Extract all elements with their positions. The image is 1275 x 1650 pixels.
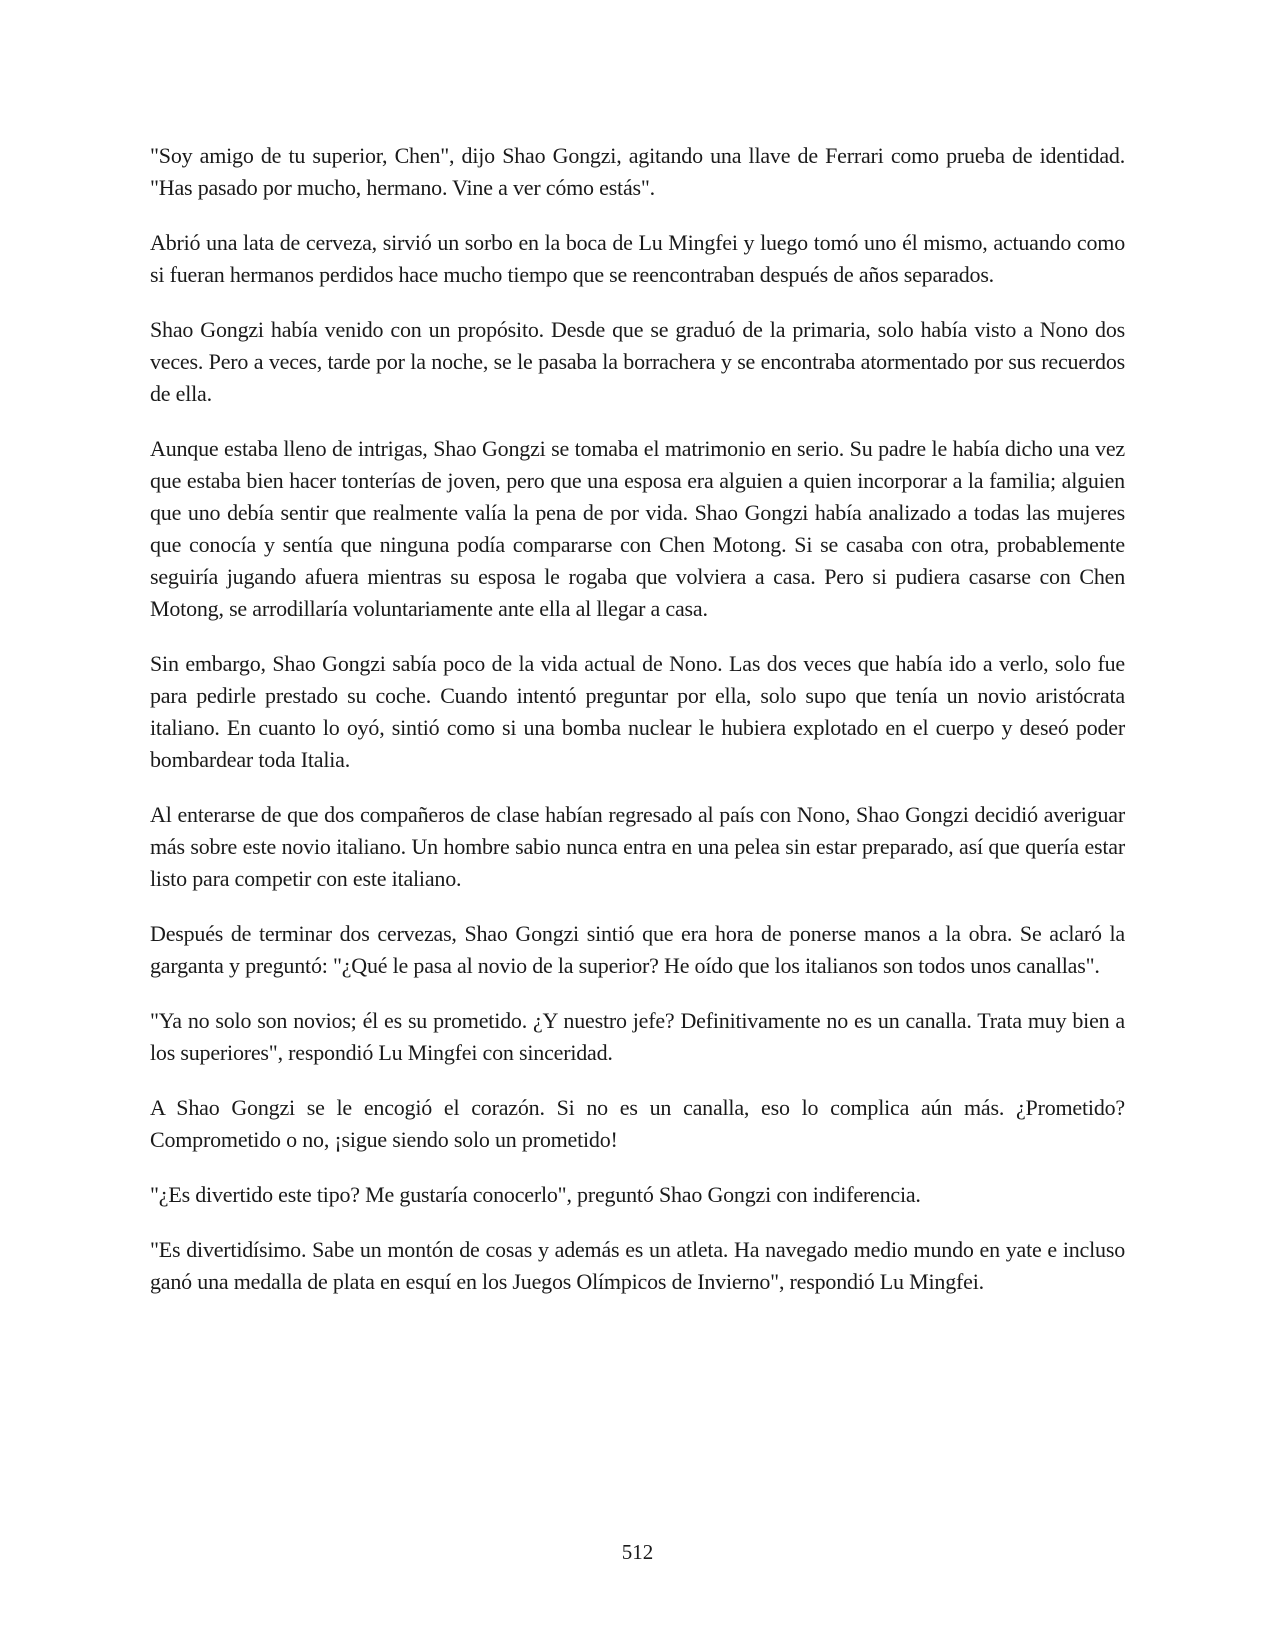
paragraph: Aunque estaba lleno de intrigas, Shao Gongzi se tomaba el matrimonio en serio. Su padre le había dicho una vez que estaba bien hacer tonterías de joven, pero que una esposa era alguien a quien incorporar a la familia; alguien que uno debía sentir que realmente valía la pena de por vida. Shao Gongzi había analizado a todas las mujeres que conocía y sentía que ninguna podía compararse con Chen Motong. Si se casaba con otra, probablemente seguiría jugando afuera mientras su esposa le rogaba que volviera a casa. Pero si pudiera casarse con Chen Motong, se arrodillaría voluntariamente ante ella al llegar a casa.	[150, 436, 1125, 621]
paragraph: Shao Gongzi había venido con un propósito. Desde que se graduó de la primaria, solo había visto a Nono dos veces. Pero a veces, tarde por la noche, se le pasaba la borrachera y se encontraba atormentado por sus recuerdos de ella.	[150, 317, 1125, 406]
page-number: 512	[621, 1540, 654, 1564]
paragraph: Después de terminar dos cervezas, Shao Gongzi sintió que era hora de ponerse manos a la obra. Se aclaró la garganta y preguntó: "¿Qué le pasa al novio de la superior? He oído que los italianos son todos unos canallas".	[150, 921, 1125, 978]
paragraph: Abrió una lata de cerveza, sirvió un sorbo en la boca de Lu Mingfei y luego tomó uno él mismo, actuando como si fueran hermanos perdidos hace mucho tiempo que se reencontraban después de años separados.	[150, 230, 1125, 287]
paragraph: Sin embargo, Shao Gongzi sabía poco de la vida actual de Nono. Las dos veces que había ido a verlo, solo fue para pedirle prestado su coche. Cuando intentó preguntar por ella, solo supo que tenía un novio aristócrata italiano. En cuanto lo oyó, sintió como si una bomba nuclear le hubiera explotado en el cuerpo y deseó poder bombardear toda Italia.	[150, 651, 1125, 772]
paragraph: Al enterarse de que dos compañeros de clase habían regresado al país con Nono, Shao Gongzi decidió averiguar más sobre este novio italiano. Un hombre sabio nunca entra en una pelea sin estar preparado, así que quería estar listo para competir con este italiano.	[150, 802, 1125, 891]
paragraph: A Shao Gongzi se le encogió el corazón. Si no es un canalla, eso lo complica aún más. ¿Prometido? Comprometido o no, ¡sigue siendo solo un prometido!	[150, 1095, 1125, 1152]
page-body	[150, 140, 1125, 1321]
paragraph: "Es divertidísimo. Sabe un montón de cosas y además es un atleta. Ha navegado medio mundo en yate e incluso ganó una medalla de plata en esquí en los Juegos Olímpicos de Invierno", respondió Lu Mingfei.	[150, 1237, 1125, 1294]
paragraph: "¿Es divertido este tipo? Me gustaría conocerlo", preguntó Shao Gongzi con indiferencia.	[150, 1182, 921, 1207]
paragraph: "Ya no solo son novios; él es su prometido. ¿Y nuestro jefe? Definitivamente no es un canalla. Trata muy bien a los superiores", respondió Lu Mingfei con sinceridad.	[150, 1008, 1125, 1065]
paragraph: "Soy amigo de tu superior, Chen", dijo Shao Gongzi, agitando una llave de Ferrari como prueba de identidad. "Has pasado por mucho, hermano. Vine a ver cómo estás".	[150, 143, 1125, 200]
